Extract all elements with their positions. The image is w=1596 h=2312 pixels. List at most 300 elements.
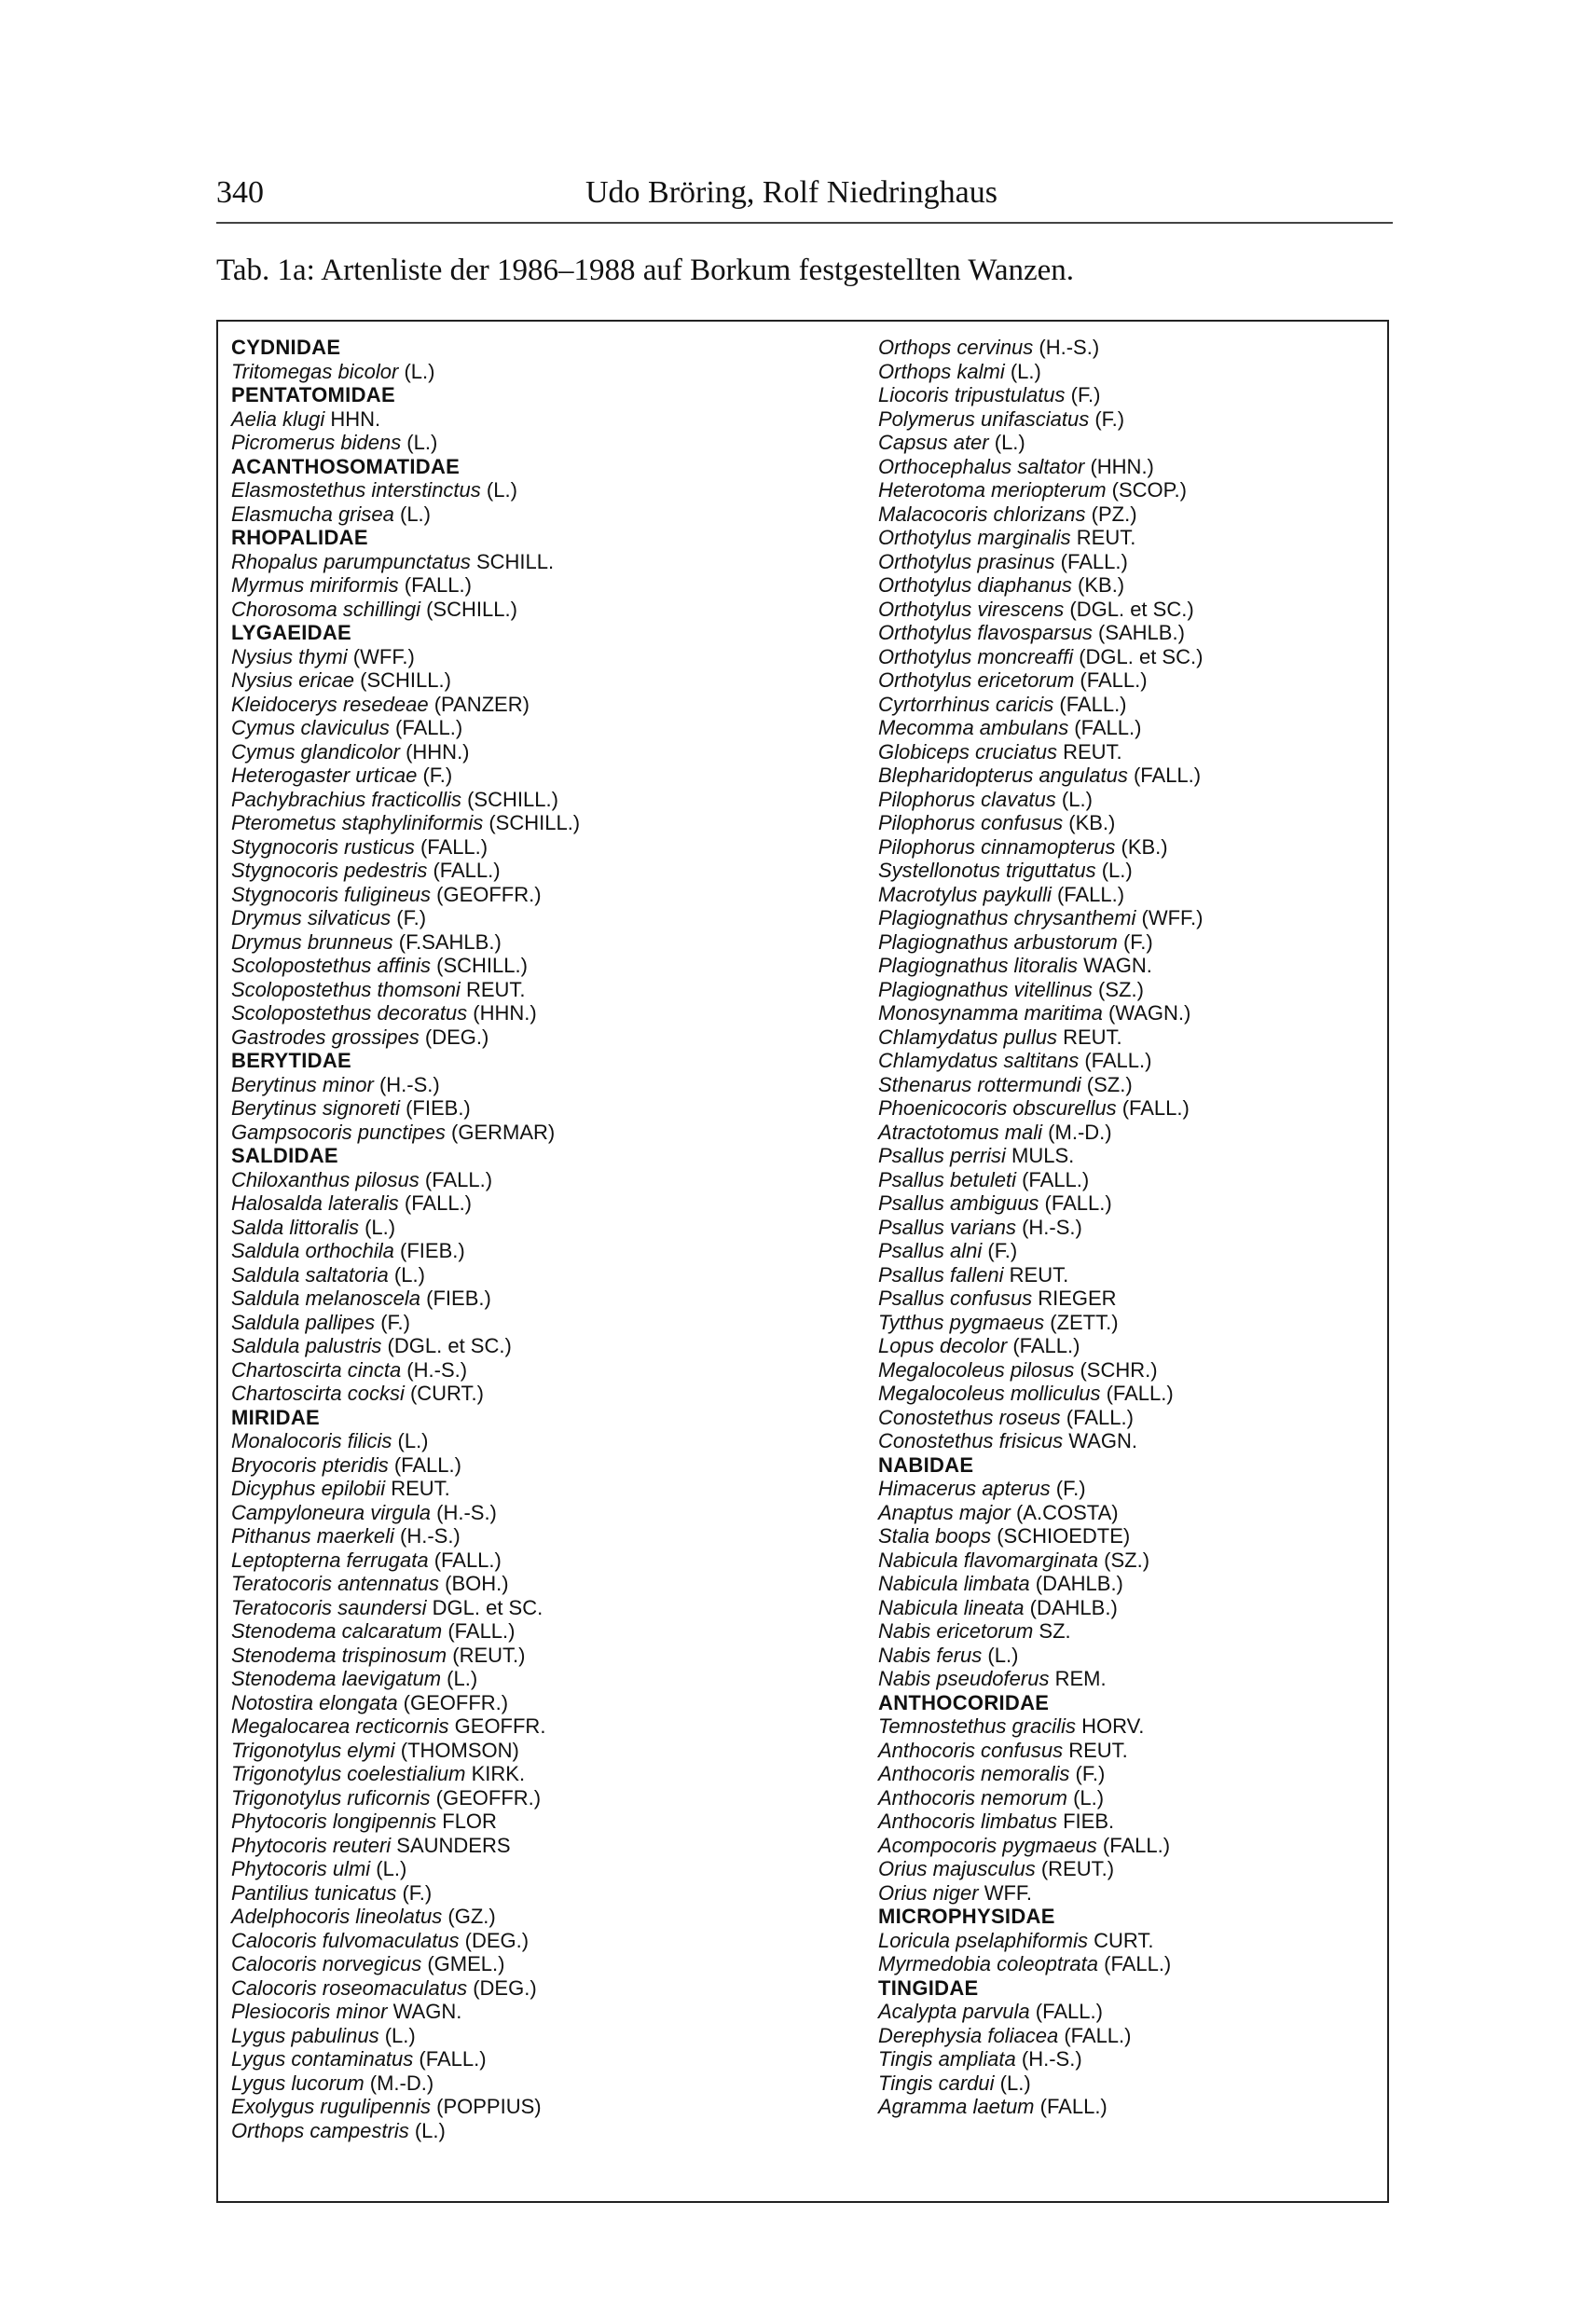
species-entry [231,1929,580,1953]
species-entry [878,1596,1203,1620]
species-entry [231,1857,580,1881]
species-entry [878,1263,1203,1287]
species-entry [231,1096,580,1121]
species-name: Phytocoris ulmi [231,1857,371,1880]
species-author: (F.) [1089,406,1125,431]
species-author: (FALL.) [419,1167,493,1191]
species-author: (M.-D.) [1042,1120,1112,1144]
species-author: (FALL.) [1051,882,1125,906]
species-name: Polymerus unifasciatus [878,406,1090,431]
species-entry [231,1358,580,1383]
species-entry [231,1263,580,1287]
species-name: Leptopterna ferrugata [231,1548,429,1572]
species-name: Orthops campestris [231,2118,409,2142]
species-entry [231,2024,580,2048]
species-name: Phytocoris longipennis [231,1810,437,1833]
species-name: Aelia klugi [231,406,325,431]
species-entry [878,478,1203,502]
species-entry [231,764,580,788]
species-entry [231,1596,580,1620]
species-name: Cymus claviculus [231,716,390,739]
species-author: DGL. et SC. [426,1595,543,1619]
species-name: Heterogaster urticae [231,764,418,787]
species-author: (CURT.) [404,1382,484,1405]
species-entry [878,1929,1203,1953]
species-entry [231,1334,580,1358]
species-name: Cyrtorrhinus caricis [878,692,1054,716]
species-name: Anthocoris nemorum [878,1785,1067,1810]
species-entry [878,1049,1203,1073]
species-author: (WFF.) [1135,906,1204,929]
species-name: Monalocoris filicis [231,1429,392,1452]
species-author: REUT. [1070,526,1136,549]
species-author: (HHN.) [467,1001,537,1025]
species-author: (KB.) [1063,811,1116,834]
species-name: Berytinus minor [231,1072,374,1096]
species-entry [878,407,1203,432]
species-entry [231,1810,580,1834]
species-entry [231,906,580,930]
species-author: (SCHILL.) [461,787,558,811]
species-author: (H.-S.) [393,1524,461,1548]
species-entry [231,2047,580,2071]
species-name: Stenodema trispinosum [231,1643,447,1667]
species-name: Calocoris norvegicus [231,1952,422,1975]
species-author: (DGL. et SC.) [381,1334,512,1357]
species-author: (L.) [393,502,431,526]
species-name: Phoenicocoris obscurellus [878,1096,1117,1120]
species-name: Atractotomus mali [878,1120,1043,1144]
species-author: (F.SAHLB.) [392,929,502,954]
species-entry [231,360,580,384]
species-author: (SZ.) [1092,977,1144,1001]
species-author: (FALL.) [1015,1167,1090,1191]
species-column-right [878,336,1203,2119]
species-author: (F.) [417,764,453,787]
species-entry [231,1287,580,1311]
species-name: Temnostethus gracilis [878,1714,1076,1738]
species-name: Conostethus frisicus [878,1429,1064,1452]
species-author: (REUT.) [447,1643,526,1667]
species-entry [878,1739,1203,1763]
species-name: Psallus perrisi [878,1144,1006,1167]
species-name: Conostethus roseus [878,1405,1061,1429]
species-name: Pilophorus clavatus [878,787,1056,811]
species-name: Stenodema calcaratum [231,1619,443,1643]
species-author: (F.) [396,1880,433,1905]
species-entry [878,1952,1203,1976]
species-name: Systellonotus triguttatus [878,859,1096,882]
species-name: Drymus silvaticus [231,906,392,929]
species-name: Trigonotylus ruficornis [231,1785,431,1810]
species-name: Stygnocoris rusticus [231,834,415,859]
species-name: Psallus falleni [878,1262,1004,1287]
species-entry [231,1881,580,1906]
species-entry [878,1834,1203,1858]
species-author: MULS. [1005,1144,1075,1167]
species-author: (F.) [1069,1762,1106,1785]
species-author: FLOR [436,1810,497,1833]
species-entry [878,1358,1203,1383]
species-name: Megalocoleus molliculus [878,1382,1101,1405]
species-entry [878,978,1203,1002]
species-author: (FALL.) [1058,2023,1132,2047]
species-name: Acalypta parvula [878,2000,1030,2023]
species-author: (FALL.) [1127,764,1202,787]
species-entry [231,693,580,717]
species-entry [231,1691,580,1715]
species-author: HORV. [1075,1714,1145,1738]
species-author: (F.) [982,1239,1018,1262]
species-entry [878,668,1203,693]
species-author: (H.-S.) [1015,2047,1082,2071]
species-author: (FALL.) [1060,1405,1134,1429]
species-name: Saldula melanoscela [231,1287,421,1310]
species-name: Tingis ampliata [878,2047,1016,2071]
species-entry [231,835,580,860]
species-author: (GEOFFR.) [431,882,542,906]
species-name: Myrmus miriformis [231,573,399,597]
species-author: FIEB. [1056,1810,1115,1833]
species-author: RIEGER [1032,1287,1117,1310]
species-entry [878,431,1203,455]
species-author: (FALL.) [398,573,472,597]
species-author: (FALL.) [389,716,463,739]
species-author: (SCHILL.) [420,597,517,621]
species-author: (M.-D.) [364,2071,434,2095]
species-entry [231,788,580,812]
species-author: (L.) [1066,1785,1105,1810]
species-entry [878,598,1203,622]
species-entry [878,930,1203,955]
species-author: (A.COSTA) [1010,1500,1119,1524]
species-name: Plesiocoris minor [231,2000,388,2023]
species-name: Chlamydatus saltitans [878,1049,1080,1072]
family-heading: BERYTIDAE [231,1049,352,1072]
species-entry [231,1786,580,1810]
species-author: (L.) [398,359,435,383]
species-entry [878,383,1203,407]
family-heading: TINGIDAE [878,1975,979,2000]
species-author: (L.) [401,431,438,454]
species-author: (FALL.) [414,834,488,859]
species-entry [878,1191,1203,1216]
species-entry [878,788,1203,812]
species-name: Nabicula flavomarginata [878,1548,1099,1572]
family-heading: ACANTHOSOMATIDAE [231,454,461,478]
species-name: Myrmedobia coleoptrata [878,1952,1099,1975]
species-author: (FALL.) [1100,1382,1174,1405]
species-author: (F.) [375,1310,410,1334]
species-column-left [231,336,580,2142]
species-author: (THOMSON) [394,1738,519,1762]
species-author: (BOH.) [439,1572,509,1595]
species-author: (FALL.) [1054,549,1128,573]
species-table [216,320,1389,2203]
species-name: Adelphocoris lineolatus [231,1905,443,1928]
species-name: Nabicula limbata [878,1572,1030,1595]
species-name: Psallus confusus [878,1287,1033,1310]
species-author: (SCHILL.) [483,811,581,834]
species-name: Lygus contaminatus [231,2047,414,2071]
species-entry [878,336,1203,360]
species-entry [878,1810,1203,1834]
species-author: REUT. [1056,739,1122,764]
species-entry [231,930,580,955]
species-name: Chiloxanthus pilosus [231,1167,420,1191]
species-author: (L.) [388,1262,425,1287]
species-entry [231,1572,580,1596]
species-name: Anthocoris nemoralis [878,1762,1070,1785]
species-author: (SZ.) [1080,1072,1133,1096]
species-author: REUT. [1063,1738,1128,1762]
family-heading: RHOPALIDAE [231,526,368,549]
species-author: (FALL.) [398,1191,473,1215]
species-author: (L.) [370,1857,407,1880]
species-name: Calocoris fulvomaculatus [231,1928,460,1952]
species-entry [231,1025,580,1050]
species-name: Plagiognathus vitellinus [878,977,1093,1001]
species-entry [878,883,1203,907]
species-entry [878,2024,1203,2048]
species-author: (KB.) [1071,573,1125,597]
species-author: (FALL.) [1068,716,1142,739]
page-number: 340 [216,175,264,210]
family-heading: PENTATOMIDAE [231,383,395,406]
species-entry [878,2095,1203,2119]
species-author: (SCHILL.) [431,954,528,977]
species-author: (L.) [378,2023,416,2047]
species-entry [878,2071,1203,2096]
species-name: Kleidocerys resedeae [231,692,429,716]
species-entry [878,550,1203,574]
species-entry [878,621,1203,645]
species-entry [231,1477,580,1501]
species-entry [878,1501,1203,1525]
species-name: Orius majusculus [878,1857,1036,1880]
species-name: Orthops kalmi [878,359,1005,383]
species-name: Exolygus rugulipennis [231,2095,432,2118]
species-author: (DGL. et SC.) [1064,597,1194,621]
species-name: Stalia boops [878,1524,992,1548]
species-author: (POPPIUS) [431,2095,542,2118]
species-name: Saldula pallipes [231,1310,376,1334]
species-author: (L.) [988,431,1025,454]
species-name: Megalocoleus pilosus [878,1357,1075,1382]
species-author: (H.-S.) [1033,336,1100,359]
species-name: Chlamydatus pullus [878,1025,1057,1049]
species-author: (L.) [441,1667,478,1690]
species-author: (FALL.) [1039,1191,1112,1215]
species-entry [878,502,1203,527]
species-entry [231,598,580,622]
species-entry [231,1714,580,1739]
species-name: Pantilius tunicatus [231,1880,397,1905]
species-entry [878,1406,1203,1430]
species-entry [231,716,580,740]
species-author: (FALL.) [1074,668,1148,692]
species-name: Nabicula lineata [878,1595,1025,1619]
species-author: (FALL.) [427,859,501,882]
species-author: REUT. [1056,1025,1122,1049]
species-author: (L.) [1055,787,1093,811]
species-name: Chorosoma schillingi [231,597,420,621]
species-entry [878,1382,1203,1406]
species-name: Orthotylus ericetorum [878,668,1075,692]
species-author: KIRK. [465,1762,526,1785]
header-divider [216,222,1393,224]
species-author: WAGN. [1078,954,1152,977]
species-author: (H.-S.) [1015,1215,1082,1239]
species-name: Malacocoris chlorizans [878,502,1086,526]
species-author: SAUNDERS [391,1833,511,1857]
species-name: Scolopostethus thomsoni [231,977,461,1001]
species-name: Sthenarus rottermundi [878,1072,1081,1096]
species-author: (ZETT.) [1044,1310,1119,1334]
species-author: (FALL.) [442,1619,516,1643]
species-entry [878,1025,1203,1050]
species-author: (F.) [1065,383,1101,406]
species-author: (FIEB.) [420,1287,491,1310]
species-author: WFF. [978,1880,1033,1905]
species-entry [878,1287,1203,1311]
species-entry [878,954,1203,978]
species-author: (L.) [982,1643,1019,1667]
species-author: (FIEB.) [393,1239,465,1262]
species-entry [231,1382,580,1406]
species-entry [231,550,580,574]
species-entry [231,1453,580,1478]
species-name: Anaptus major [878,1500,1011,1524]
species-author: (F.) [1050,1477,1086,1500]
species-entry [231,1739,580,1763]
species-entry [231,431,580,455]
species-entry [231,645,580,669]
species-name: Nysius thymi [231,644,348,668]
species-name: Stenodema laevigatum [231,1667,442,1690]
species-author: (FALL.) [1098,1952,1172,1975]
species-name: Megalocarea recticornis [231,1714,449,1738]
species-name: Trigonotylus coelestialium [231,1762,466,1785]
species-name: Notostira elongata [231,1690,398,1714]
species-entry [231,1216,580,1240]
species-entry [878,716,1203,740]
species-author: (FALL.) [388,1452,461,1477]
species-entry [231,859,580,883]
family-heading: CYDNIDAE [231,336,341,359]
species-author: (DEG.) [419,1025,489,1049]
species-entry [878,1429,1203,1453]
species-entry [231,2119,580,2143]
species-name: Himacerus apterus [878,1477,1051,1500]
species-author: (DGL. et SC.) [1073,644,1204,668]
species-entry [231,478,580,502]
species-name: Saldula saltatoria [231,1262,389,1287]
species-entry [878,1667,1203,1691]
family-heading: MICROPHYSIDAE [878,1905,1055,1928]
species-entry [878,1073,1203,1097]
species-name: Derephysia foliacea [878,2023,1059,2047]
species-author: (H.-S.) [373,1072,440,1096]
species-name: Stygnocoris fuligineus [231,882,432,906]
species-entry [231,1429,580,1453]
species-name: Cymus glandicolor [231,739,400,764]
species-name: Tytthus pygmaeus [878,1310,1045,1334]
species-author: (FALL.) [1029,2000,1103,2023]
species-entry [878,1334,1203,1358]
species-name: Psallus betuleti [878,1167,1016,1191]
species-author: (DEG.) [459,1928,530,1952]
running-head-authors: Udo Bröring, Rolf Niedringhaus [585,175,998,210]
species-name: Globiceps cruciatus [878,739,1057,764]
species-author: (FALL.) [1053,692,1127,716]
species-name: Gastrodes grossipes [231,1025,420,1049]
species-author: (FIEB.) [399,1096,471,1120]
species-author: (HHN.) [1084,454,1154,478]
species-name: Orthops cervinus [878,336,1034,359]
species-entry [231,1001,580,1025]
species-author: (FALL.) [428,1548,502,1572]
species-name: Nabis ferus [878,1643,983,1667]
species-author: HHN. [324,406,381,431]
species-name: Plagiognathus chrysanthemi [878,906,1136,929]
species-name: Pilophorus cinnamopterus [878,834,1116,859]
species-name: Chartoscirta cocksi [231,1382,405,1405]
species-name: Plagiognathus litoralis [878,954,1079,977]
species-entry [878,1096,1203,1121]
species-name: Orthotylus flavosparsus [878,621,1093,644]
species-entry [231,1239,580,1263]
species-name: Orius niger [878,1880,979,1905]
species-entry [878,1168,1203,1192]
species-name: Nysius ericae [231,668,355,692]
species-author: (HHN.) [399,739,470,764]
species-name: Rhopalus parumpunctatus [231,549,471,573]
species-author: WAGN. [387,2000,462,2023]
species-entry [231,1619,580,1644]
species-author: (SCHILL.) [354,668,451,692]
species-author: REUT. [385,1477,450,1500]
species-name: Orthotylus virescens [878,597,1065,621]
species-name: Pithanus maerkeli [231,1524,394,1548]
species-name: Orthotylus diaphanus [878,573,1072,597]
species-entry [231,811,580,835]
species-author: (FALL.) [1007,1334,1080,1357]
species-author: (SCOP.) [1106,478,1187,502]
table-caption: Tab. 1a: Artenliste der 1986–1988 auf Borkum festgestellten Wanzen. [216,254,1075,287]
species-name: Teratocoris saundersi [231,1595,427,1619]
species-name: Monosynamma maritima [878,1001,1103,1025]
species-entry [878,740,1203,764]
species-author: (DAHLB.) [1024,1595,1118,1619]
species-author: (FALL.) [413,2047,487,2071]
species-name: Heterotoma meriopterum [878,478,1107,502]
species-entry [231,1311,580,1335]
species-entry [878,1714,1203,1739]
species-name: Pachybrachius fracticollis [231,787,461,811]
species-author: (H.-S.) [401,1357,468,1382]
species-entry [878,1857,1203,1881]
species-entry [231,1952,580,1976]
species-entry [878,1239,1203,1263]
species-entry [231,573,580,598]
species-author: (DEG.) [467,1975,537,2000]
species-entry [231,1667,580,1691]
species-entry [878,1572,1203,1596]
species-author: (L.) [392,1429,429,1452]
species-name: Lygus pabulinus [231,2023,379,2047]
species-name: Scolopostethus affinis [231,954,432,977]
